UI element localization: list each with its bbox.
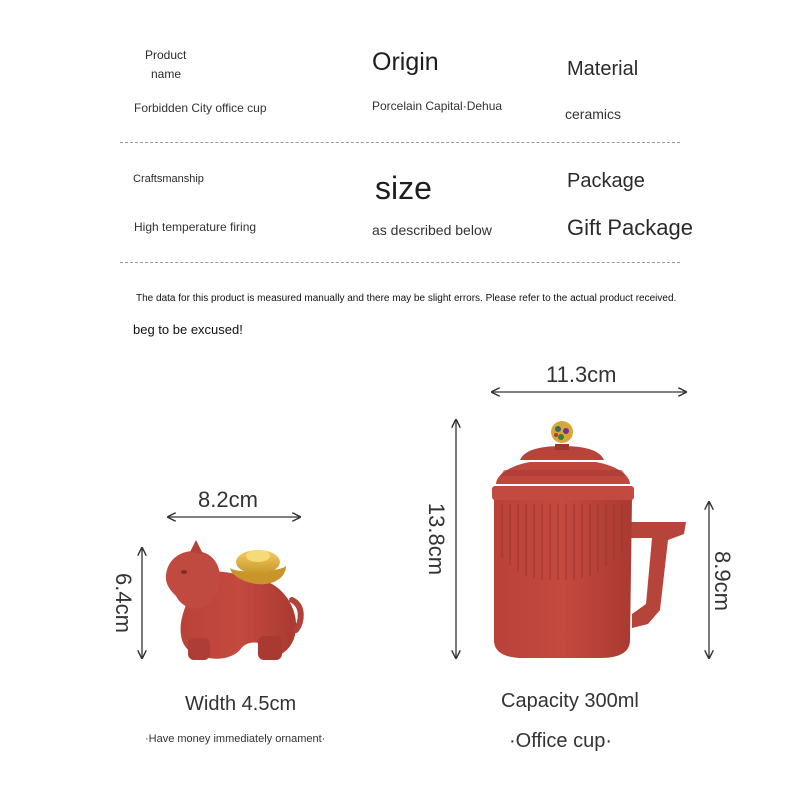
origin-label: Origin (372, 48, 439, 76)
size-value: as described below (372, 222, 492, 238)
package-value: Gift Package (567, 215, 693, 240)
cup-height-label: 13.8cm (424, 502, 450, 576)
size-label: size (375, 170, 432, 206)
cup-body-height-label: 8.9cm (709, 551, 735, 611)
product-name-value: Forbidden City office cup (134, 101, 267, 115)
ornament-height-label: 6.4cm (110, 573, 136, 633)
cup-caption: Capacity 300ml (501, 690, 639, 712)
apology-notice: beg to be excused! (133, 322, 243, 337)
cup-subcaption: ·Office cup· (509, 730, 612, 752)
material-value: ceramics (565, 106, 622, 122)
material-label: Material (567, 58, 639, 80)
product-name-label-line1: Product (145, 48, 187, 62)
measurement-notice: The data for this product is measured manually and there may be slight errors. Please refer to the actual product received. (136, 293, 677, 304)
origin-value: Porcelain Capital·Dehua (372, 99, 503, 113)
craftsmanship-value: High temperature firing (134, 220, 257, 234)
ornament-subcaption: ·Have money immediately ornament· (145, 733, 326, 745)
horse-ornament-image (166, 540, 301, 660)
craftsmanship-label: Craftsmanship (133, 173, 204, 185)
ornament-width-label: 8.2cm (198, 487, 258, 512)
cup-width-label: 11.3cm (546, 362, 617, 387)
office-cup-image (492, 421, 686, 658)
ornament-caption: Width 4.5cm (185, 693, 297, 715)
package-label: Package (567, 170, 645, 192)
product-name-label-line2: name (151, 67, 182, 81)
